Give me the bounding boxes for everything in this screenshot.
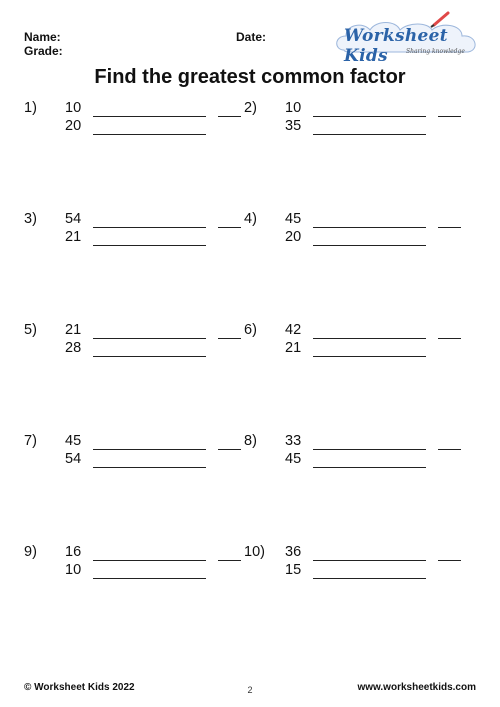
problem-item	[24, 322, 238, 366]
problem-number: 10)	[244, 544, 265, 560]
first-number: 16	[65, 544, 82, 560]
first-number: 54	[65, 211, 82, 227]
problem-item	[24, 211, 238, 255]
problem-number: 3)	[24, 211, 37, 227]
problem-number: 2)	[244, 100, 257, 116]
second-number: 21	[65, 229, 82, 245]
answer-line[interactable]	[438, 227, 461, 228]
second-number: 20	[285, 229, 302, 245]
problem-item	[24, 544, 238, 588]
problem-item	[244, 322, 458, 366]
second-number: 54	[65, 451, 82, 467]
factors-line-1[interactable]	[93, 338, 206, 339]
factors-line-2[interactable]	[93, 578, 206, 579]
problem-number: 7)	[24, 433, 37, 449]
factors-line-1[interactable]	[313, 449, 426, 450]
first-number: 10	[285, 100, 302, 116]
second-number: 20	[65, 118, 82, 134]
logo-tagline: Sharing knowledge	[406, 48, 465, 55]
factors-line-1[interactable]	[93, 560, 206, 561]
answer-line[interactable]	[438, 449, 461, 450]
factors-line-2[interactable]	[93, 467, 206, 468]
first-number: 42	[285, 322, 302, 338]
factors-line-1[interactable]	[313, 227, 426, 228]
answer-line[interactable]	[438, 560, 461, 561]
problem-number: 5)	[24, 322, 37, 338]
first-number: 33	[285, 433, 302, 449]
footer-website: www.worksheetkids.com	[357, 682, 476, 693]
second-number: 45	[285, 451, 302, 467]
factors-line-2[interactable]	[313, 356, 426, 357]
first-number: 21	[65, 322, 82, 338]
problem-number: 8)	[244, 433, 257, 449]
factors-line-2[interactable]	[313, 578, 426, 579]
name-label: Name:	[24, 30, 61, 44]
problem-number: 6)	[244, 322, 257, 338]
factors-line-2[interactable]	[313, 245, 426, 246]
date-label: Date:	[236, 30, 267, 44]
logo-text: Worksheet Kids	[344, 26, 448, 66]
second-number: 10	[65, 562, 82, 578]
factors-line-1[interactable]	[313, 338, 426, 339]
answer-line[interactable]	[218, 449, 241, 450]
answer-line[interactable]	[218, 116, 241, 117]
answer-line[interactable]	[438, 116, 461, 117]
problem-item	[244, 100, 458, 144]
first-number: 36	[285, 544, 302, 560]
problem-item	[24, 433, 238, 477]
factors-line-2[interactable]	[313, 467, 426, 468]
second-number: 15	[285, 562, 302, 578]
problem-number: 9)	[24, 544, 37, 560]
answer-line[interactable]	[218, 560, 241, 561]
factors-line-1[interactable]	[93, 116, 206, 117]
problem-number: 1)	[24, 100, 37, 116]
second-number: 28	[65, 340, 82, 356]
first-number: 45	[65, 433, 82, 449]
second-number: 35	[285, 118, 302, 134]
factors-line-2[interactable]	[93, 245, 206, 246]
second-number: 21	[285, 340, 302, 356]
problem-number: 4)	[244, 211, 257, 227]
first-number: 10	[65, 100, 82, 116]
answer-line[interactable]	[218, 338, 241, 339]
answer-line[interactable]	[438, 338, 461, 339]
factors-line-2[interactable]	[313, 134, 426, 135]
factors-line-1[interactable]	[313, 560, 426, 561]
worksheet-kids-logo	[330, 10, 487, 66]
answer-line[interactable]	[218, 227, 241, 228]
factors-line-2[interactable]	[93, 356, 206, 357]
factors-line-1[interactable]	[93, 449, 206, 450]
problem-item	[244, 544, 458, 588]
problem-item	[244, 211, 458, 255]
page-number: 2	[247, 685, 253, 695]
factors-line-1[interactable]	[313, 116, 426, 117]
page-title: Find the greatest common factor	[94, 66, 406, 88]
factors-line-1[interactable]	[93, 227, 206, 228]
problem-item	[24, 100, 238, 144]
grade-label: Grade:	[24, 44, 63, 58]
problem-item	[244, 433, 458, 477]
footer-copyright: © Worksheet Kids 2022	[24, 682, 135, 693]
factors-line-2[interactable]	[93, 134, 206, 135]
first-number: 45	[285, 211, 302, 227]
